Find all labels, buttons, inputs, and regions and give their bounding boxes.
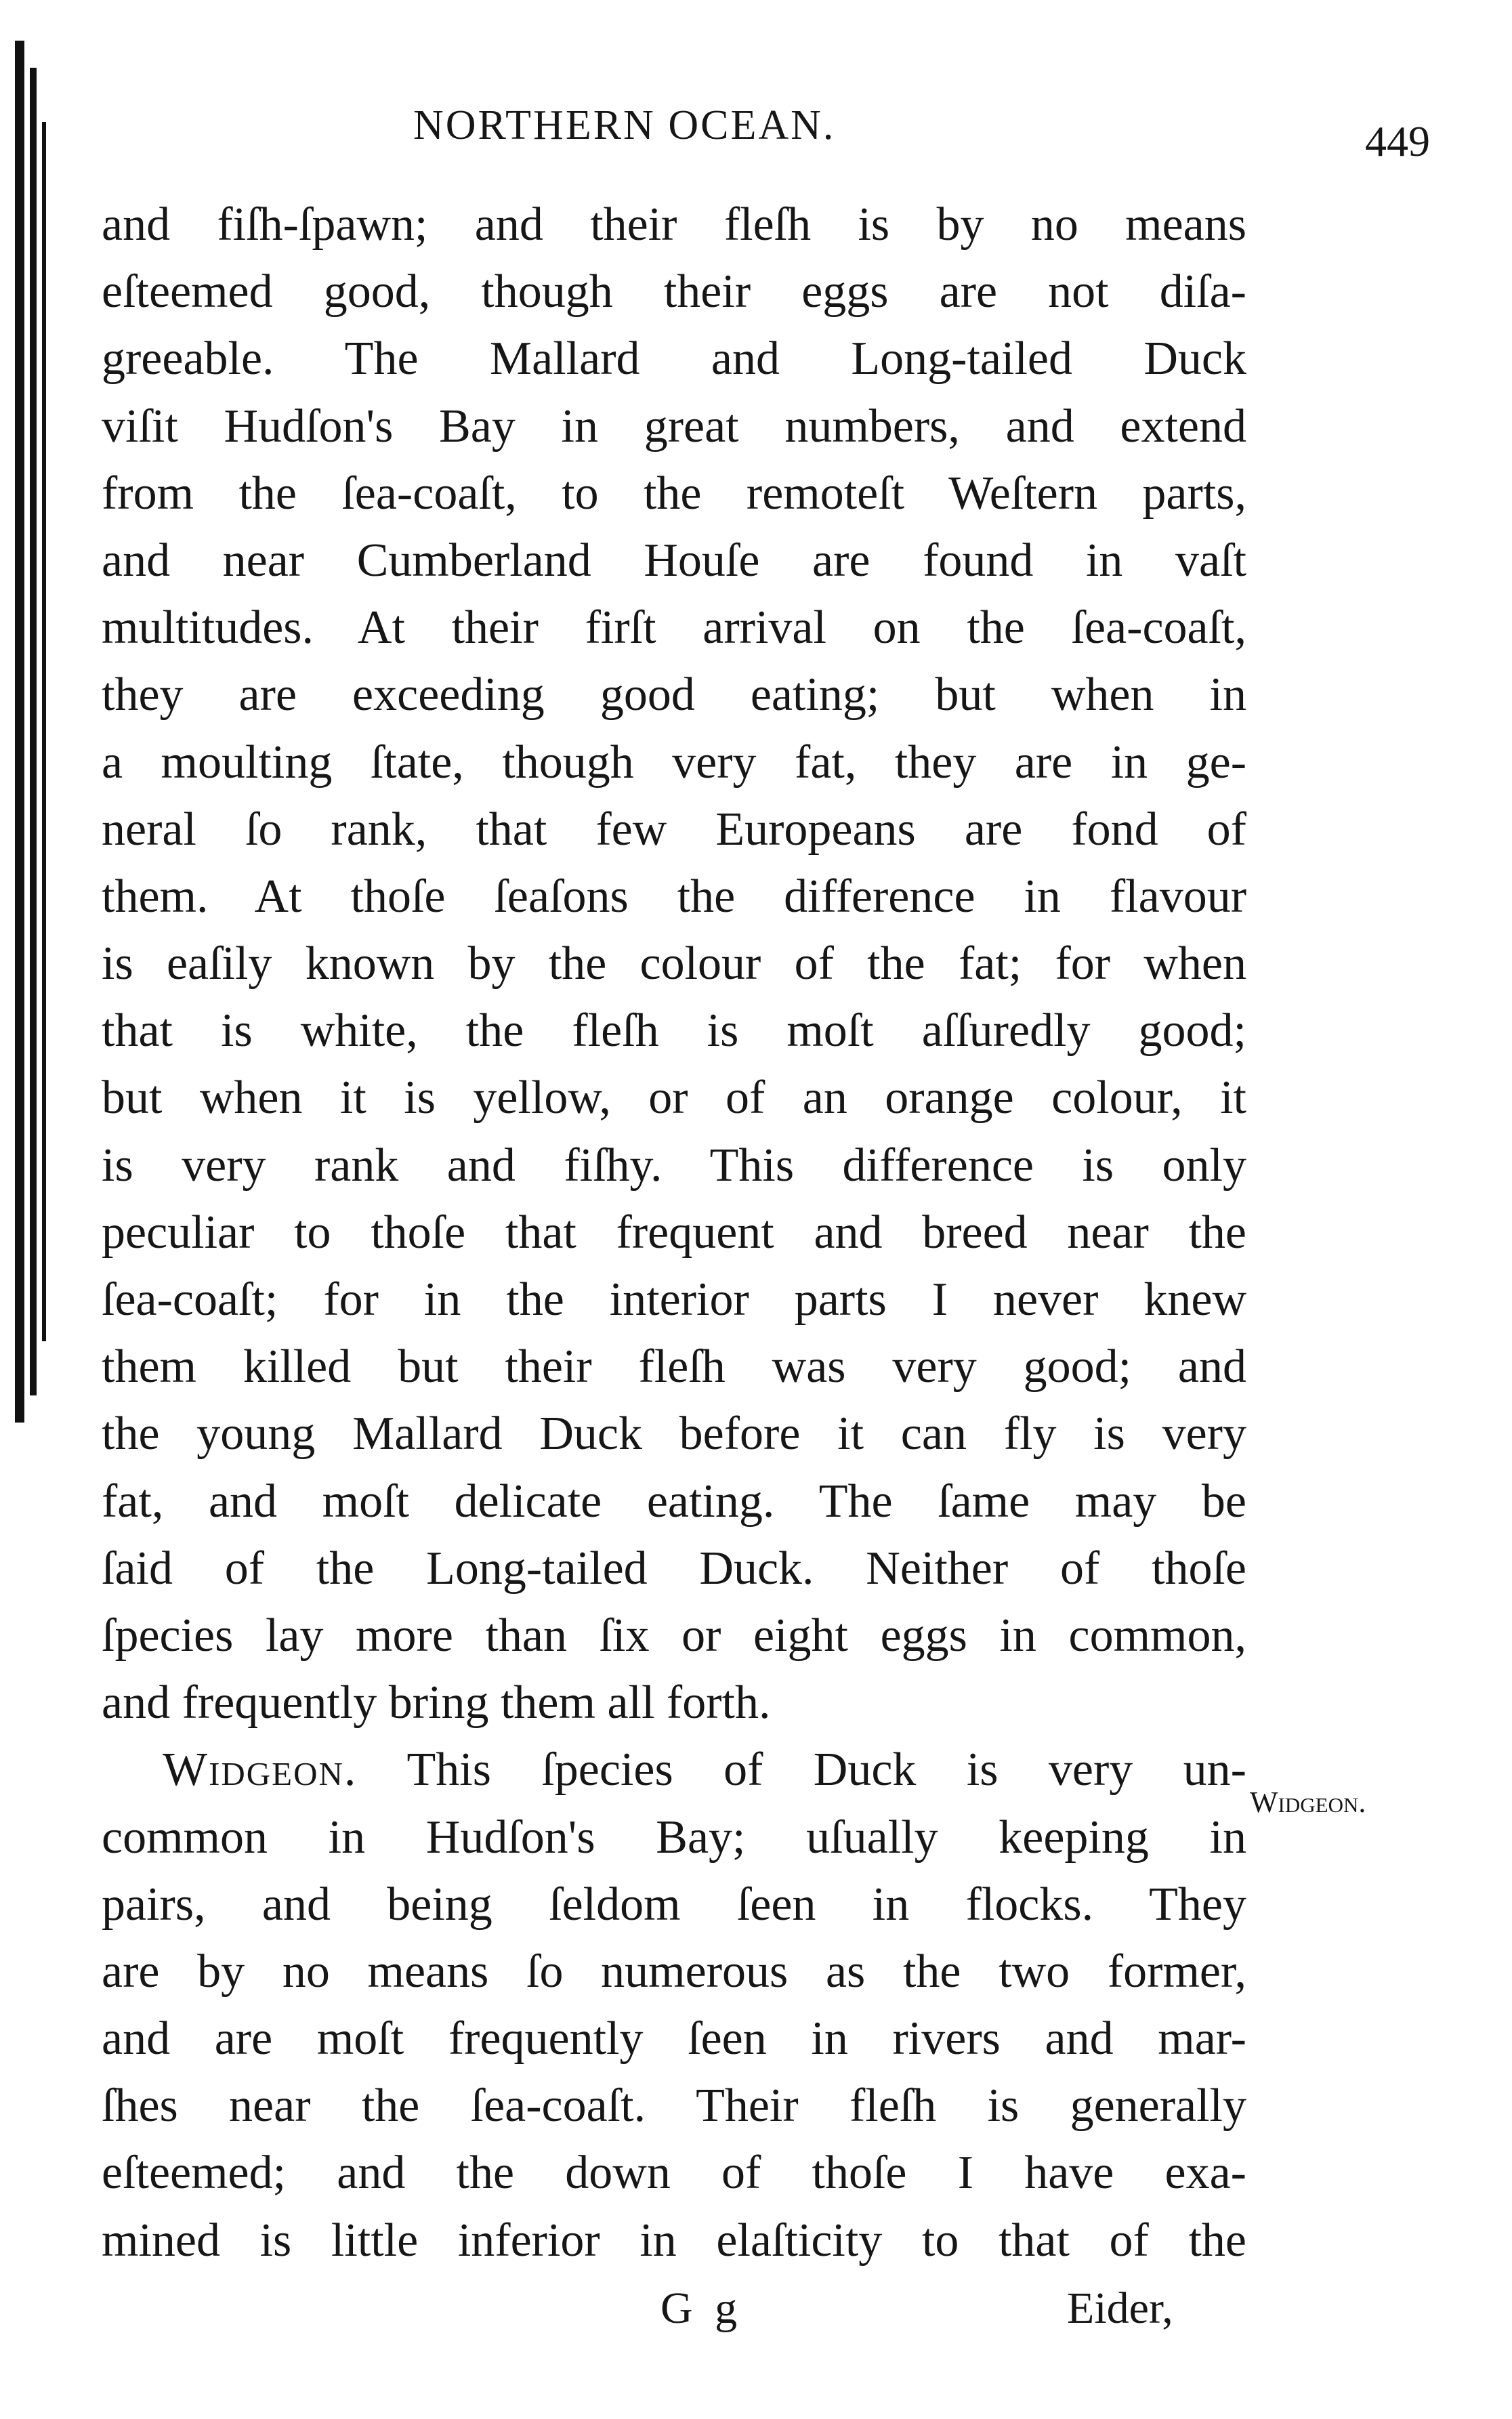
text-line: ſea-coaſt; for in the interior parts I never knew (102, 1274, 1246, 1326)
signature-mark: G g (660, 2284, 743, 2333)
text-line: and near Cumberland Houſe are found in vaſt (102, 534, 1246, 587)
text-line: greeable. The Mallard and Long-tailed Duck (102, 333, 1246, 385)
text-line: ſhes near the ſea-coaſt. Their fleſh is generally (102, 2080, 1246, 2132)
text-line: This ſpecies of Duck is very un- (406, 1744, 1246, 1796)
text-line: is eaſily known by the colour of the fat; for when (102, 938, 1246, 990)
text-line: peculiar to thoſe that frequent and breed near the (102, 1206, 1246, 1259)
widgeon-heading: Widgeon. (163, 1744, 358, 1796)
text-line: that is white, the fleſh is moſt aſſuredly good; (102, 1005, 1246, 1057)
text-line: eſteemed good, though their eggs are not diſa- (102, 266, 1246, 318)
text-line: them. At thoſe ſeaſons the difference in flavour (102, 870, 1246, 923)
text-line: pairs, and being ſeldom ſeen in flocks. They (102, 1878, 1246, 1931)
text-line: from the ſea-coaſt, to the remoteſt Weſtern parts, (102, 467, 1246, 520)
widgeon-paragraph-first-line (102, 1736, 1246, 1803)
text-line: eſteemed; and the down of thoſe I have exa- (102, 2147, 1246, 2200)
text-line: ſpecies lay more than ſix or eight eggs in common, (102, 1609, 1246, 1662)
catchword: Eider, (1067, 2284, 1173, 2333)
text-line: a moulting ſtate, though very fat, they are in ge- (102, 736, 1246, 788)
body-text (102, 191, 1246, 2274)
text-line: mined is little inferior in elaſticity to that of the (102, 2214, 1246, 2267)
text-line: fat, and moſt delicate eating. The ſame may be (102, 1475, 1246, 1528)
text-line: is very rank and fiſhy. This difference is only (102, 1139, 1246, 1192)
text-line: the young Mallard Duck before it can fly is very (102, 1408, 1246, 1460)
text-line: ſaid of the Long-tailed Duck. Neither of thoſe (102, 1542, 1246, 1595)
text-line: multitudes. At their firſt arrival on the ſea-coaſt, (102, 602, 1246, 654)
text-line: common in Hudſon's Bay; uſually keeping in (102, 1811, 1246, 1864)
text-line: and are moſt frequently ſeen in rivers and mar- (102, 2013, 1246, 2065)
text-line: neral ſo rank, that few Europeans are fond of (102, 803, 1246, 856)
text-line: and fiſh-ſpawn; and their fleſh is by no means (102, 198, 1246, 251)
text-line: are by no means ſo numerous as the two former, (102, 1945, 1246, 1998)
running-head: NORTHERN OCEAN. (413, 102, 836, 148)
text-line: they are exceeding good eating; but when in (102, 669, 1246, 721)
text-line: and frequently bring them all forth. (102, 1677, 771, 1729)
binding-edge-shadow (15, 41, 56, 1423)
text-line: them killed but their fleſh was very good; and (102, 1341, 1246, 1393)
text-line: but when it is yellow, or of an orange colour, it (102, 1072, 1246, 1124)
page-number: 449 (1365, 117, 1430, 165)
text-line: viſit Hudſon's Bay in great numbers, and extend (102, 400, 1246, 453)
marginal-note: Widgeon. (1250, 1786, 1366, 1819)
